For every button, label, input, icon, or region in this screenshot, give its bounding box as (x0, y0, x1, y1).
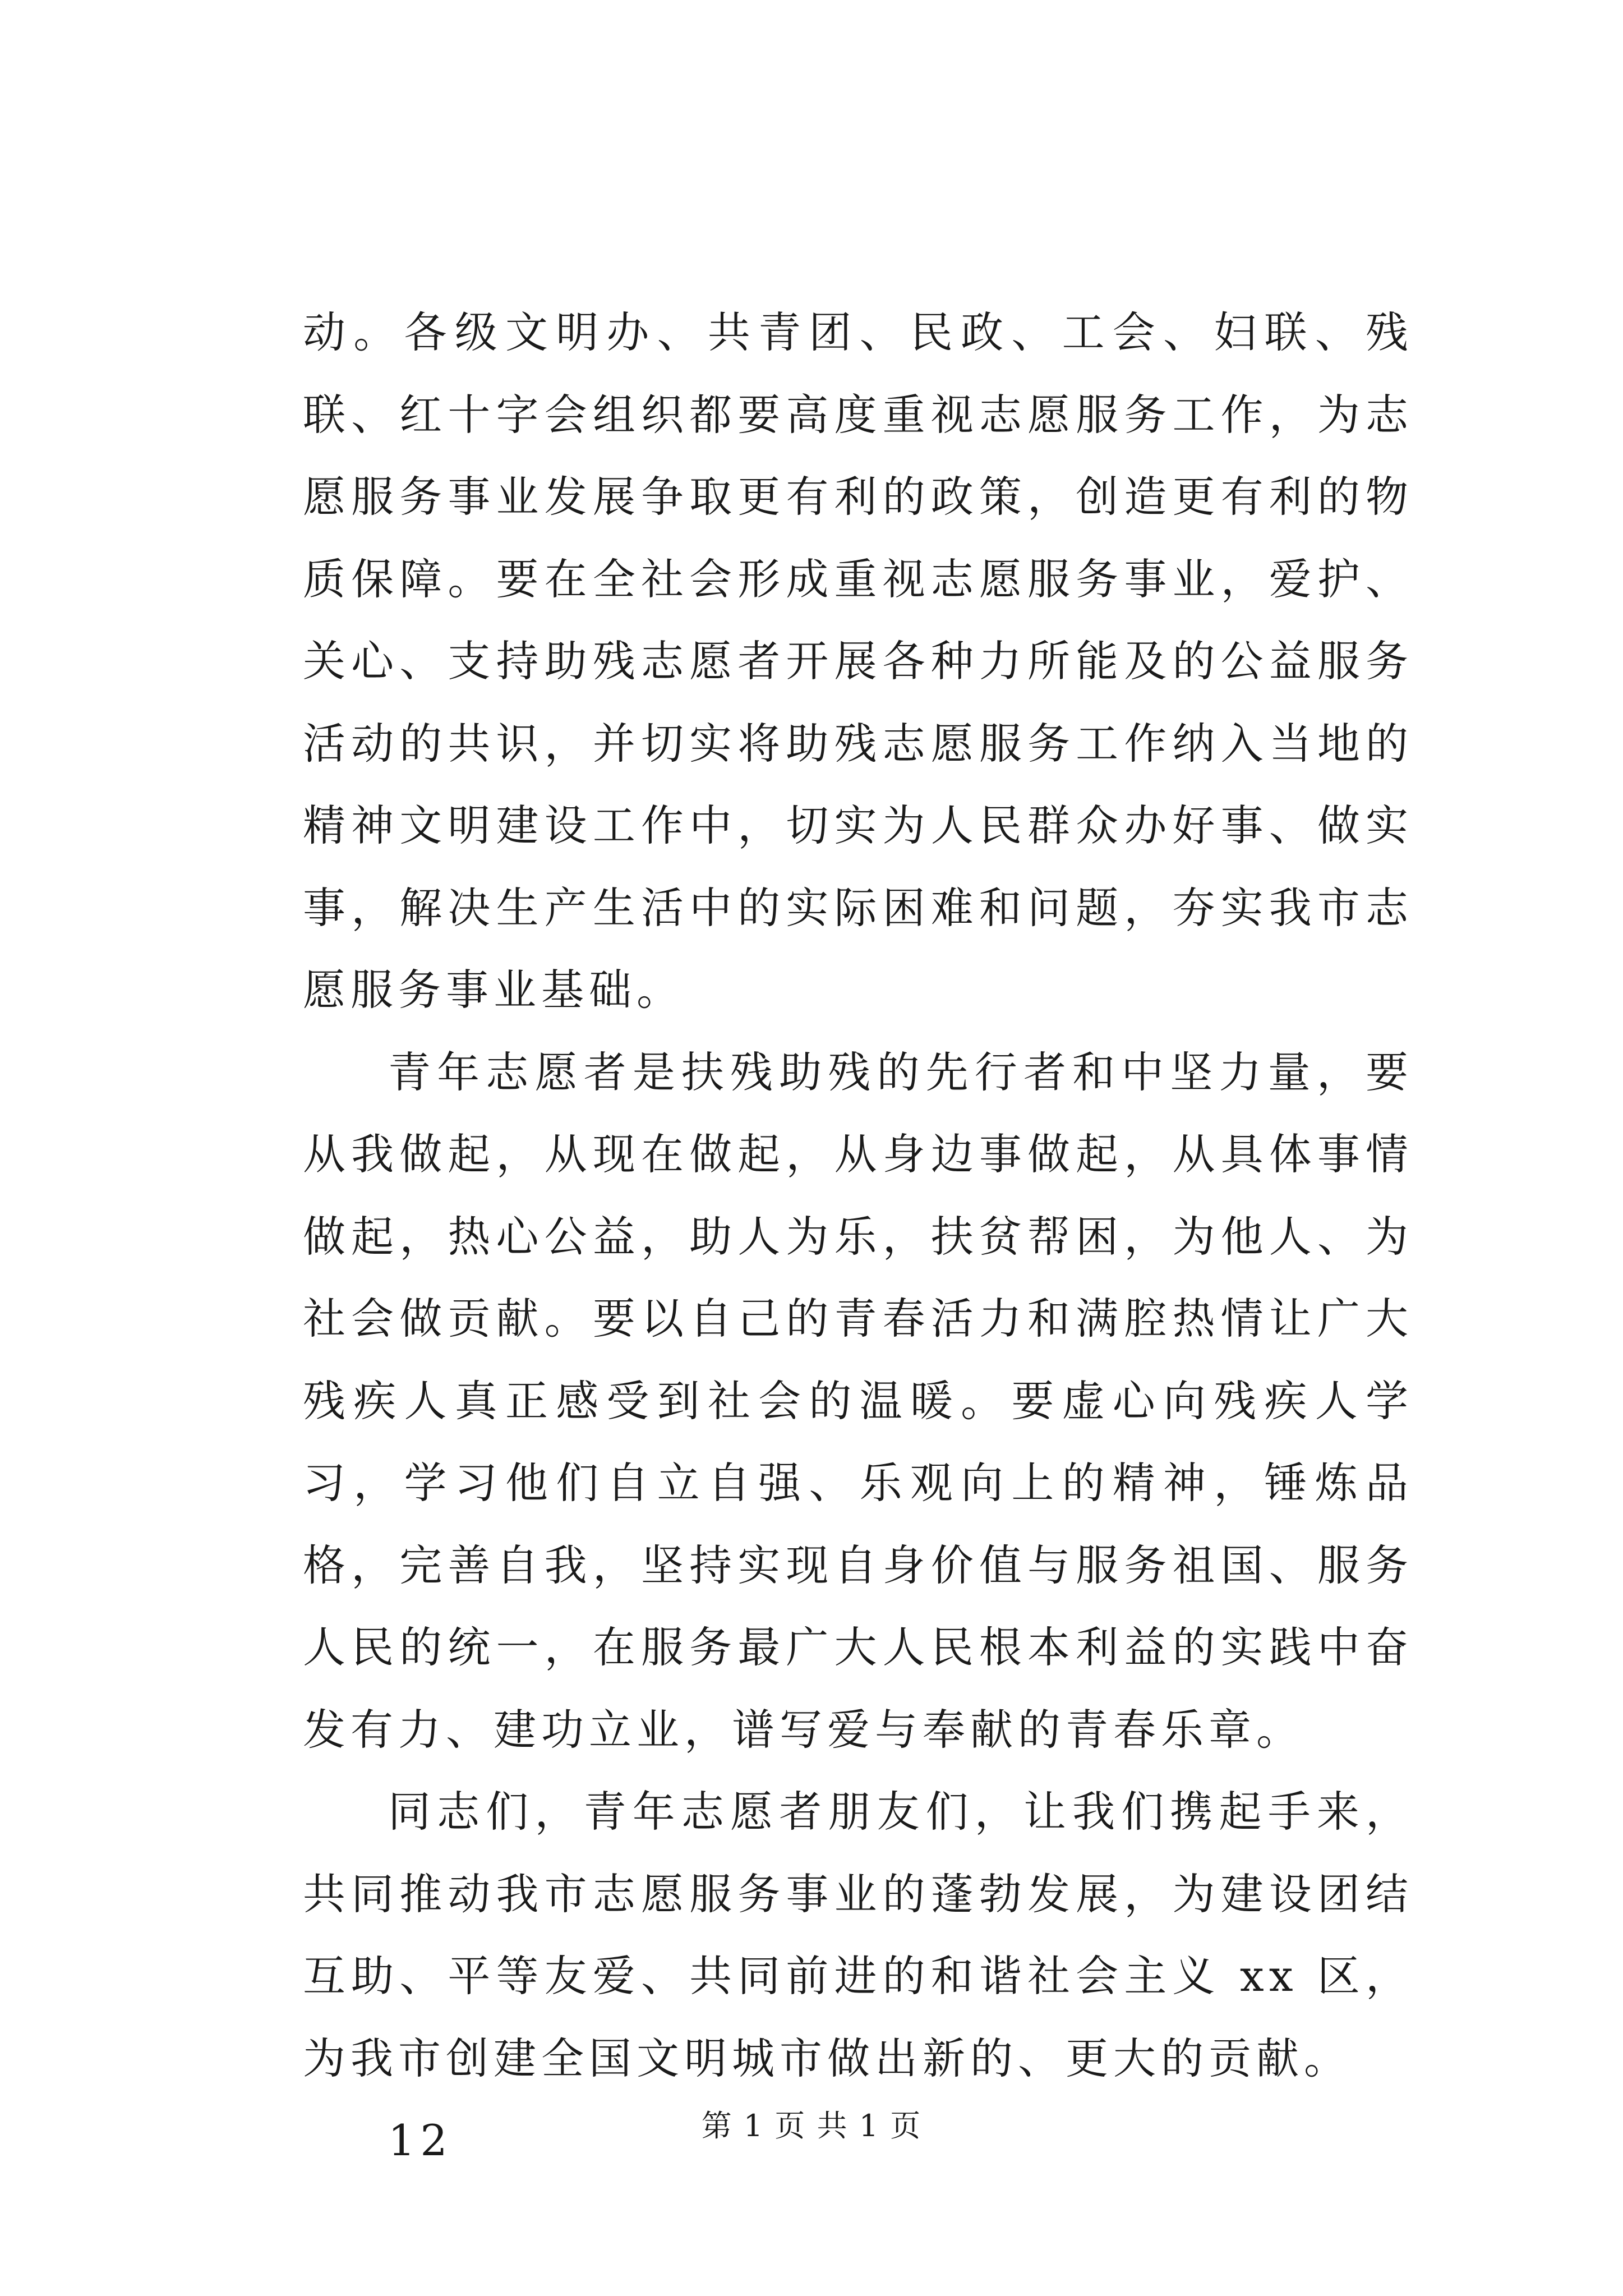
paragraph-continuation: 动。各级文明办、共青团、民政、工会、妇联、残联、红十字会组织都要高度重视志愿服务工作，为志愿服务事业发展争取更有利的政策，创造更有利的物质保障。要在全社会形成重视志愿服务事业，爱护、关心、支持助残志愿者开展各种力所能及的公益服务活动的共识，并切实将助残志愿服务工作纳入当地的精神文明建设工作中，切实为人民群众办好事、做实事，解决生产生活中的实际困难和问题，夯实我市志愿服务事业基础。 (303, 307, 1413, 1015)
document-body (303, 292, 1413, 2182)
page-footer: 第 1 页 共 1 页 (701, 2108, 922, 2143)
paragraph-young-volunteers: 青年志愿者是扶残助残的先行者和中坚力量，要从我做起，从现在做起，从身边事做起，从具体事情做起，热心公益，助人为乐，扶贫帮困，为他人、为社会做贡献。要以自己的青春活力和满腔热情让广大残疾人真正感受到社会的温暖。要虚心向残疾人学习，学习他们自立自强、乐观向上的精神，锤炼品格，完善自我，坚持实现自身价值与服务祖国、服务人民的统一，在服务最广大人民根本利益的实践中奋发有力、建功立业，谱写爱与奉献的青春乐章。 (303, 1047, 1413, 1755)
paragraph-number: 12 (388, 2115, 453, 2165)
paragraph-closing-call: 同志们，青年志愿者朋友们，让我们携起手来，共同推动我市志愿服务事业的蓬勃发展，为建设团结互助、平等友爱、共同前进的和谐社会主义 xx 区，为我市创建全国文明城市做出新的、更大的贡献。 (303, 1787, 1413, 2083)
